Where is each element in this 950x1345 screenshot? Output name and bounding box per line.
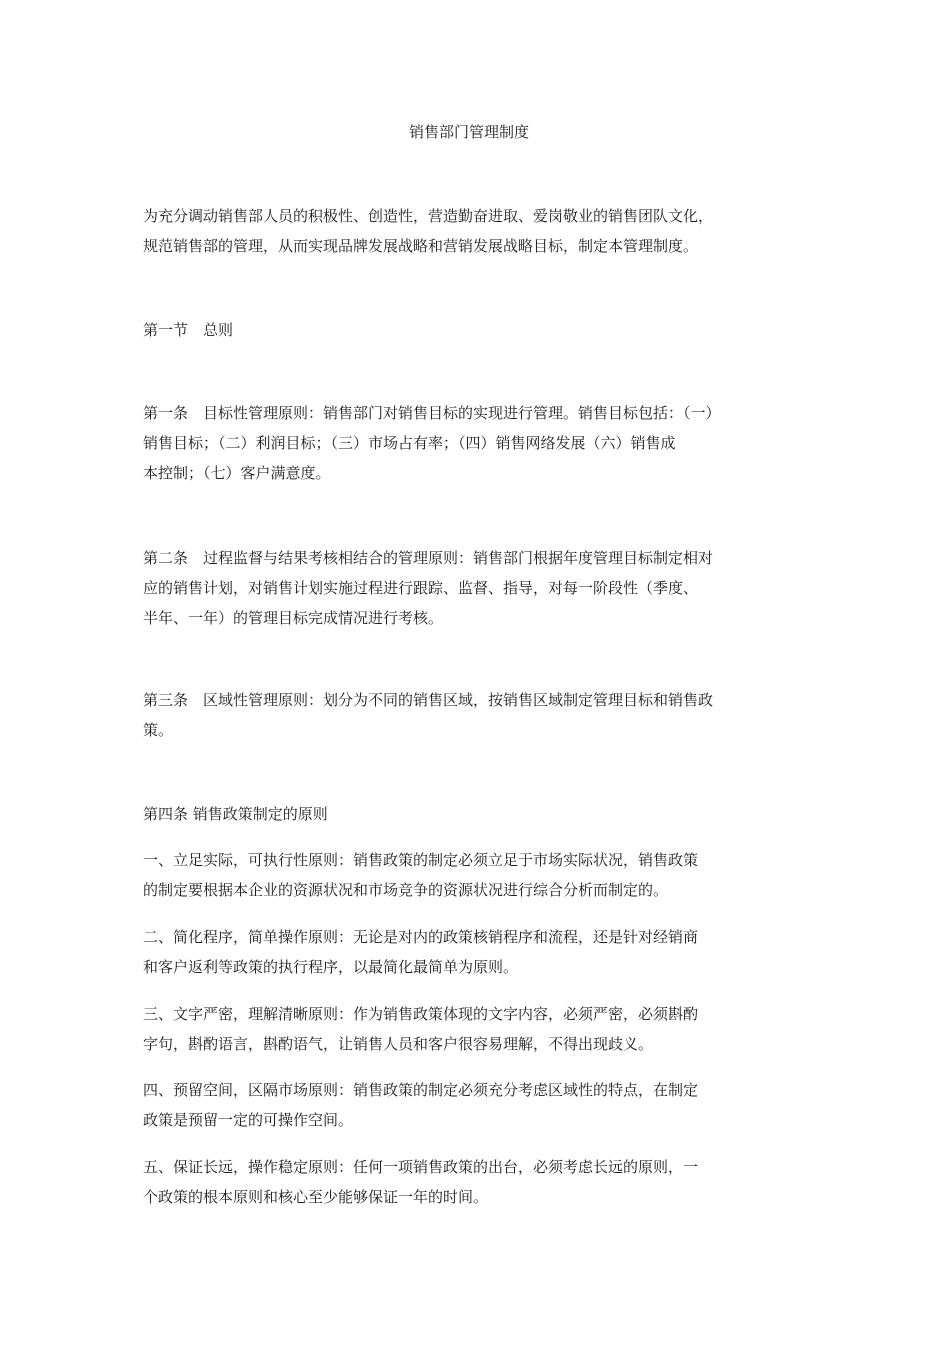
principle-line: 四、预留空间，区隔市场原则：销售政策的制定必须充分考虑区域性的特点，在制定 xyxy=(143,1081,699,1099)
document-title: 销售部门管理制度 xyxy=(408,123,529,141)
principle-line: 五、保证长远，操作稳定原则：任何一项销售政策的出台，必须考虑长远的原则，一 xyxy=(143,1158,699,1176)
article-line: 半年、一年）的管理目标完成情况进行考核。 xyxy=(143,609,444,627)
article-4-heading xyxy=(143,799,763,829)
principle-1 xyxy=(143,845,763,905)
article-2 xyxy=(143,543,763,633)
principle-line: 个政策的根本原则和核心至少能够保证一年的时间。 xyxy=(143,1188,489,1206)
article-line: 第三条 区域性管理原则：划分为不同的销售区域，按销售区域制定管理目标和销售政 xyxy=(143,691,714,709)
article-line: 销售目标；（二）利润目标；（三）市场占有率；（四）销售网络发展（六）销售成 xyxy=(143,434,676,452)
article-line: 本控制；（七）客户满意度。 xyxy=(143,464,331,482)
principle-4 xyxy=(143,1075,763,1135)
article-line: 第一条 目标性管理原则：销售部门对销售目标的实现进行管理。销售目标包括：（一） xyxy=(143,404,721,422)
intro-line: 为充分调动销售部人员的积极性、创造性，营造勤奋进取、爱岗敬业的销售团队文化， xyxy=(143,207,714,225)
section-heading-text: 第一节 总则 xyxy=(143,321,234,339)
principle-2 xyxy=(143,922,763,982)
intro-line: 规范销售部的管理，从而实现品牌发展战略和营销发展战略目标，制定本管理制度。 xyxy=(143,237,699,255)
article-3 xyxy=(143,685,763,745)
section-heading xyxy=(143,315,763,345)
principle-line: 的制定要根据本企业的资源状况和市场竞争的资源状况进行综合分析而制定的。 xyxy=(143,881,669,899)
principle-line: 二、简化程序，简单操作原则：无论是对内的政策核销程序和流程，还是针对经销商 xyxy=(143,928,699,946)
article-line: 策。 xyxy=(143,721,174,739)
intro-paragraph xyxy=(143,201,763,261)
principle-line: 三、文字严密，理解清晰原则：作为销售政策体现的文字内容，必须严密，必须斟酌 xyxy=(143,1005,699,1023)
principle-5 xyxy=(143,1152,763,1212)
article-heading-text: 第四条 销售政策制定的原则 xyxy=(143,805,328,823)
principle-3 xyxy=(143,999,763,1059)
principle-line: 字句，斟酌语言，斟酌语气，让销售人员和客户很容易理解，不得出现歧义。 xyxy=(143,1035,654,1053)
principle-line: 一、立足实际，可执行性原则：销售政策的制定必须立足于市场实际状况，销售政策 xyxy=(143,851,699,869)
principle-line: 政策是预留一定的可操作空间。 xyxy=(143,1111,354,1129)
principle-line: 和客户返利等政策的执行程序，以最简化最简单为原则。 xyxy=(143,958,519,976)
article-line: 应的销售计划，对销售计划实施过程进行跟踪、监督、指导，对每一阶段性（季度、 xyxy=(143,579,699,597)
article-1 xyxy=(143,398,763,488)
article-line: 第二条 过程监督与结果考核相结合的管理原则：销售部门根据年度管理目标制定相对 xyxy=(143,549,714,567)
